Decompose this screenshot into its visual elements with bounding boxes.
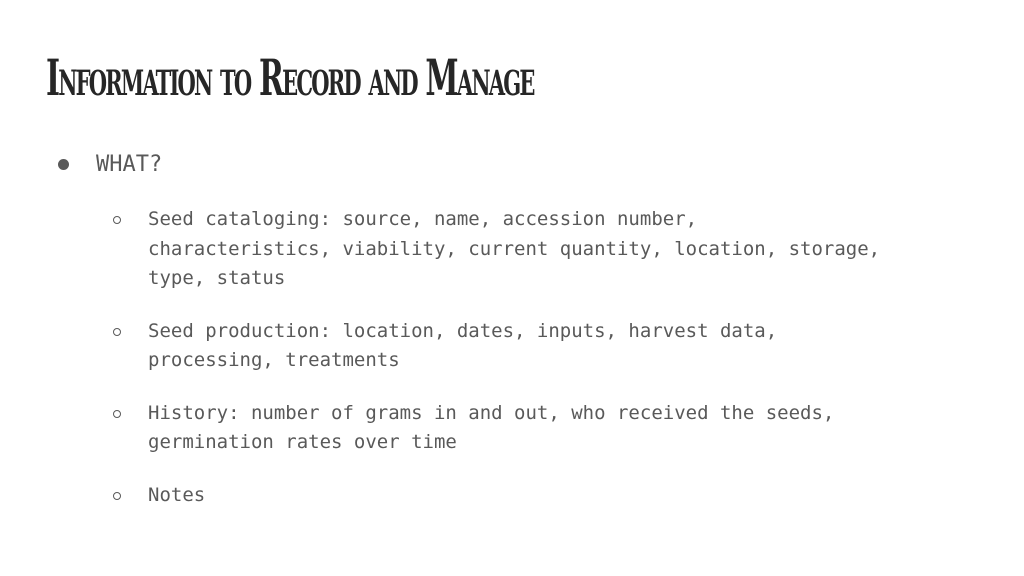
sub-bullet-notes <box>113 481 993 511</box>
hollow-circle-bullet-icon <box>113 410 121 418</box>
sub-bullet-text: Seed cataloging: source, name, accession number, characteristics, viability, current quantity, location, storage, type, status <box>148 208 881 289</box>
sub-bullet-text: History: number of grams in and out, who received the seeds, germination rates over time <box>148 401 835 453</box>
sub-bullet-seed-production <box>113 317 993 376</box>
filled-circle-bullet-icon <box>58 159 69 170</box>
bullet-what-label: WHAT? <box>96 152 163 177</box>
hollow-circle-bullet-icon <box>113 216 121 224</box>
sub-bullet-text: Notes <box>148 483 206 506</box>
hollow-circle-bullet-icon <box>113 492 121 500</box>
hollow-circle-bullet-icon <box>113 328 121 336</box>
sub-bullet-seed-cataloging <box>113 205 993 294</box>
sub-bullet-list <box>113 205 993 533</box>
sub-bullet-history <box>113 399 993 458</box>
sub-bullet-text: Seed production: location, dates, inputs, harvest data, processing, treatments <box>148 319 778 371</box>
slide-title: Information to Record and Manage <box>46 48 534 107</box>
